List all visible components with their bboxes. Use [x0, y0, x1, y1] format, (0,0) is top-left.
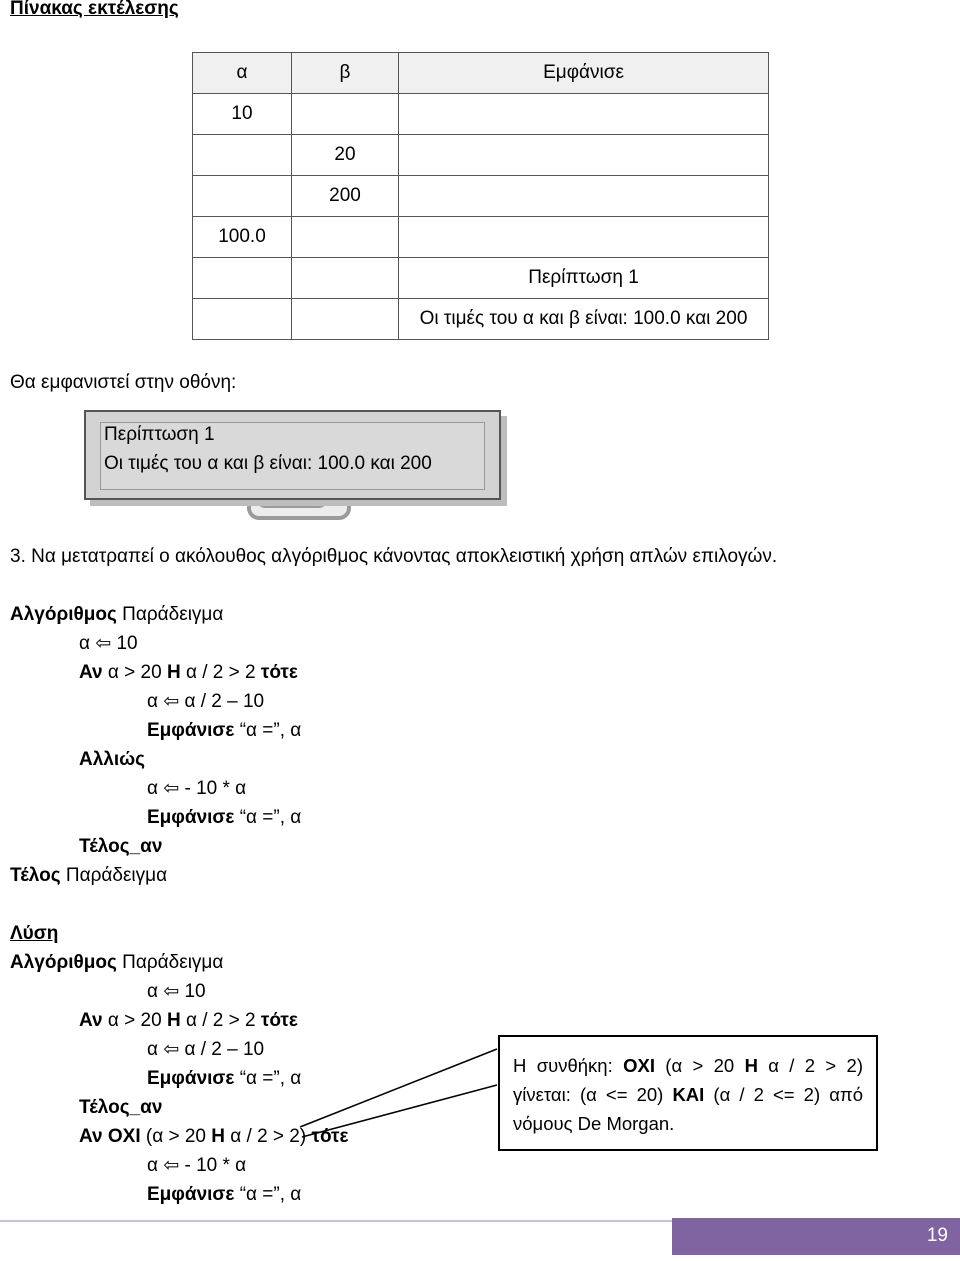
- table-cell: 100.0: [193, 217, 292, 258]
- note-text: [513, 1051, 863, 1138]
- keyword: Αν: [79, 1010, 103, 1031]
- algo2-line: α ⇦ α / 2 – 10: [147, 1039, 265, 1060]
- code-text: α / 2 > 2): [224, 1126, 312, 1147]
- screen-intro: Θα εμφανιστεί στην οθόνη:: [10, 372, 237, 393]
- table-cell: Οι τιμές του α και β είναι: 100.0 και 200: [399, 299, 769, 340]
- screen-line-1: Περίπτωση 1: [104, 424, 215, 445]
- code-text: α / 2 > 2: [180, 1010, 261, 1031]
- code-text: (α > 20: [140, 1126, 212, 1147]
- keyword: τότε: [311, 1126, 349, 1147]
- table-cell: 200: [292, 176, 399, 217]
- page-number-box: [672, 1218, 960, 1255]
- code-text: α > 20: [102, 1010, 167, 1031]
- keyword: Αν: [79, 662, 103, 683]
- note-part: α / 2 > 2) γίνεται: (α <= 20): [513, 1055, 864, 1105]
- exercise-statement: 3. Να μετατραπεί ο ακόλουθος αλγόριθμος κάνοντας αποκλειστική χρήση απλών επιλογών.: [10, 546, 778, 567]
- algo1-line: Αλλιώς: [79, 749, 146, 770]
- note-keyword: Η: [744, 1055, 758, 1076]
- keyword: Αν ΟΧΙ: [79, 1126, 141, 1147]
- keyword: Η: [211, 1126, 225, 1147]
- code-text: α > 20: [102, 662, 167, 683]
- note-part: Η συνθήκη:: [513, 1055, 624, 1076]
- screen-line-2: Οι τιμές του α και β είναι: 100.0 και 200: [104, 453, 432, 474]
- column-header-a: α: [193, 53, 292, 94]
- algo1-line: α ⇦ α / 2 – 10: [147, 691, 265, 712]
- keyword: Εμφάνισε: [147, 1068, 235, 1089]
- table-cell: 20: [292, 135, 399, 176]
- algo1-line: α ⇦ 10: [79, 633, 138, 654]
- keyword: Εμφάνισε: [147, 1184, 235, 1205]
- note-part: (α > 20: [654, 1055, 745, 1076]
- algo2-line: α ⇦ - 10 * α: [147, 1155, 247, 1176]
- solution-label: Λύση: [10, 923, 59, 944]
- note-keyword: ΚΑΙ: [672, 1084, 705, 1105]
- code-text: “α =”, α: [234, 1184, 302, 1205]
- page-number: 19: [926, 1225, 948, 1246]
- callout-line-bottom: [302, 1085, 497, 1137]
- keyword: τότε: [260, 662, 298, 683]
- keyword: Εμφάνισε: [147, 807, 235, 828]
- keyword: Τέλος: [10, 865, 61, 886]
- note-keyword: ΟΧΙ: [623, 1055, 655, 1076]
- code-text: “α =”, α: [234, 1068, 302, 1089]
- code-text: “α =”, α: [234, 720, 302, 741]
- code-text: “α =”, α: [234, 807, 302, 828]
- keyword: Η: [166, 662, 181, 683]
- de-morgan-note: [498, 1035, 878, 1151]
- keyword: Αλγόριθμος: [10, 952, 117, 973]
- algo1-line: Τέλος_αν: [79, 836, 163, 857]
- note-part: (α / 2 <= 2) από νόμους De Morgan.: [513, 1084, 863, 1134]
- table-cell: Περίπτωση 1: [399, 258, 769, 299]
- column-header-b: β: [292, 53, 399, 94]
- algo2-line: α ⇦ 10: [147, 981, 206, 1002]
- keyword: Η: [166, 1010, 181, 1031]
- keyword: Αλγόριθμος: [10, 604, 117, 625]
- table-cell: 10: [193, 94, 292, 135]
- keyword: τότε: [260, 1010, 298, 1031]
- page-heading: Πίνακας εκτέλεσης: [10, 0, 179, 19]
- algo2-line: Τέλος_αν: [79, 1097, 163, 1118]
- algo1-line: α ⇦ - 10 * α: [147, 778, 247, 799]
- keyword: Εμφάνισε: [147, 720, 235, 741]
- code-text: α / 2 > 2: [180, 662, 261, 683]
- callout-line-top: [300, 1049, 497, 1127]
- column-header-display: Εμφάνισε: [399, 53, 769, 94]
- code-text: Παράδειγμα: [116, 604, 224, 625]
- code-text: Παράδειγμα: [116, 952, 224, 973]
- code-text: Παράδειγμα: [60, 865, 168, 886]
